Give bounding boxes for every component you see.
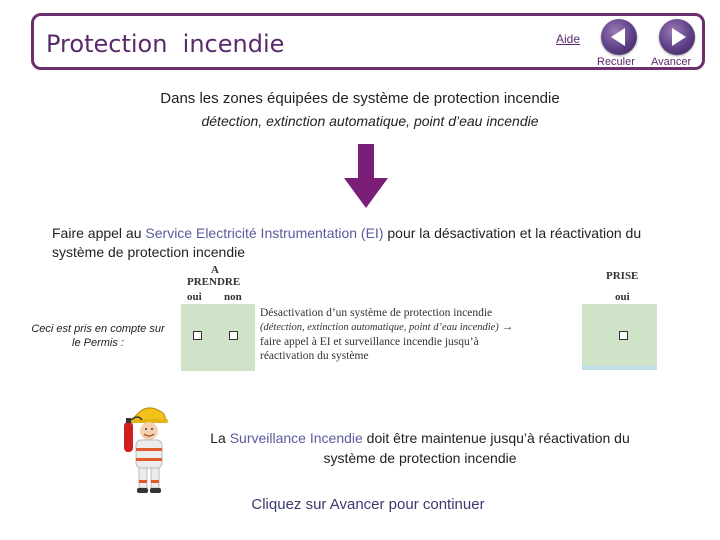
a-prendre-line2: PRENDRE — [187, 276, 241, 288]
surveillance-note — [200, 428, 640, 468]
prise-oui-header: oui — [615, 291, 630, 303]
firefighter-illustration — [118, 400, 176, 496]
intro-examples: détection, extinction automatique, point d’eau incendie — [201, 113, 539, 129]
oui-header: oui — [187, 291, 202, 303]
intro-zones: zones équipées de système de protection incendie — [222, 90, 560, 107]
down-arrow-icon — [344, 144, 388, 208]
checkbox-non[interactable] — [229, 331, 238, 340]
help-link[interactable]: Aide — [556, 32, 581, 46]
intro-line — [0, 90, 720, 107]
form-row-line4: réactivation du système — [260, 350, 369, 362]
left-arrow-icon — [611, 28, 625, 46]
non-header: non — [224, 291, 242, 303]
back-label[interactable]: Reculer — [597, 56, 635, 68]
forward-label[interactable]: Avancer — [651, 56, 692, 68]
form-row-text — [260, 306, 560, 363]
checkbox-prise-oui[interactable] — [619, 331, 628, 340]
permit-note: Ceci est pris en compte sur le Permis : — [31, 323, 165, 349]
form-row-line2: (détection, extinction automatique, point d’eau incendie) — [260, 322, 499, 333]
form-row-line3: faire appel à EI et surveillance incendie jusqu’à — [260, 336, 479, 348]
form-divider — [582, 366, 657, 370]
bottom-part1: La — [210, 430, 230, 446]
back-button[interactable] — [601, 19, 637, 55]
main-part1: Faire appel au — [52, 225, 146, 241]
a-prendre-line1: A — [211, 264, 219, 276]
main-part2: pour la désactivation et la réactivation du système de protection incendie — [52, 225, 642, 260]
continue-instruction: Cliquez sur Avancer pour continuer — [251, 496, 485, 513]
intro-prefix: Dans les — [160, 90, 223, 107]
page-title: Protection incendie — [46, 30, 285, 58]
form-row-line1: Désactivation d’un système de protection incendie — [260, 307, 493, 319]
prise-header: PRISE — [606, 270, 639, 282]
bottom-part2: doit être maintenue jusqu’à réactivation du système de protection incendie — [323, 430, 630, 466]
service-ei: Service Electricité Instrumentation (EI) — [145, 225, 384, 241]
header-bar — [31, 13, 705, 70]
checkbox-oui[interactable] — [193, 331, 202, 340]
surveillance-incendie: Surveillance Incendie — [229, 430, 363, 446]
forward-button[interactable] — [659, 19, 695, 55]
main-instruction — [52, 224, 652, 262]
form-row-arrow: → — [501, 321, 514, 333]
right-arrow-icon — [672, 28, 686, 46]
